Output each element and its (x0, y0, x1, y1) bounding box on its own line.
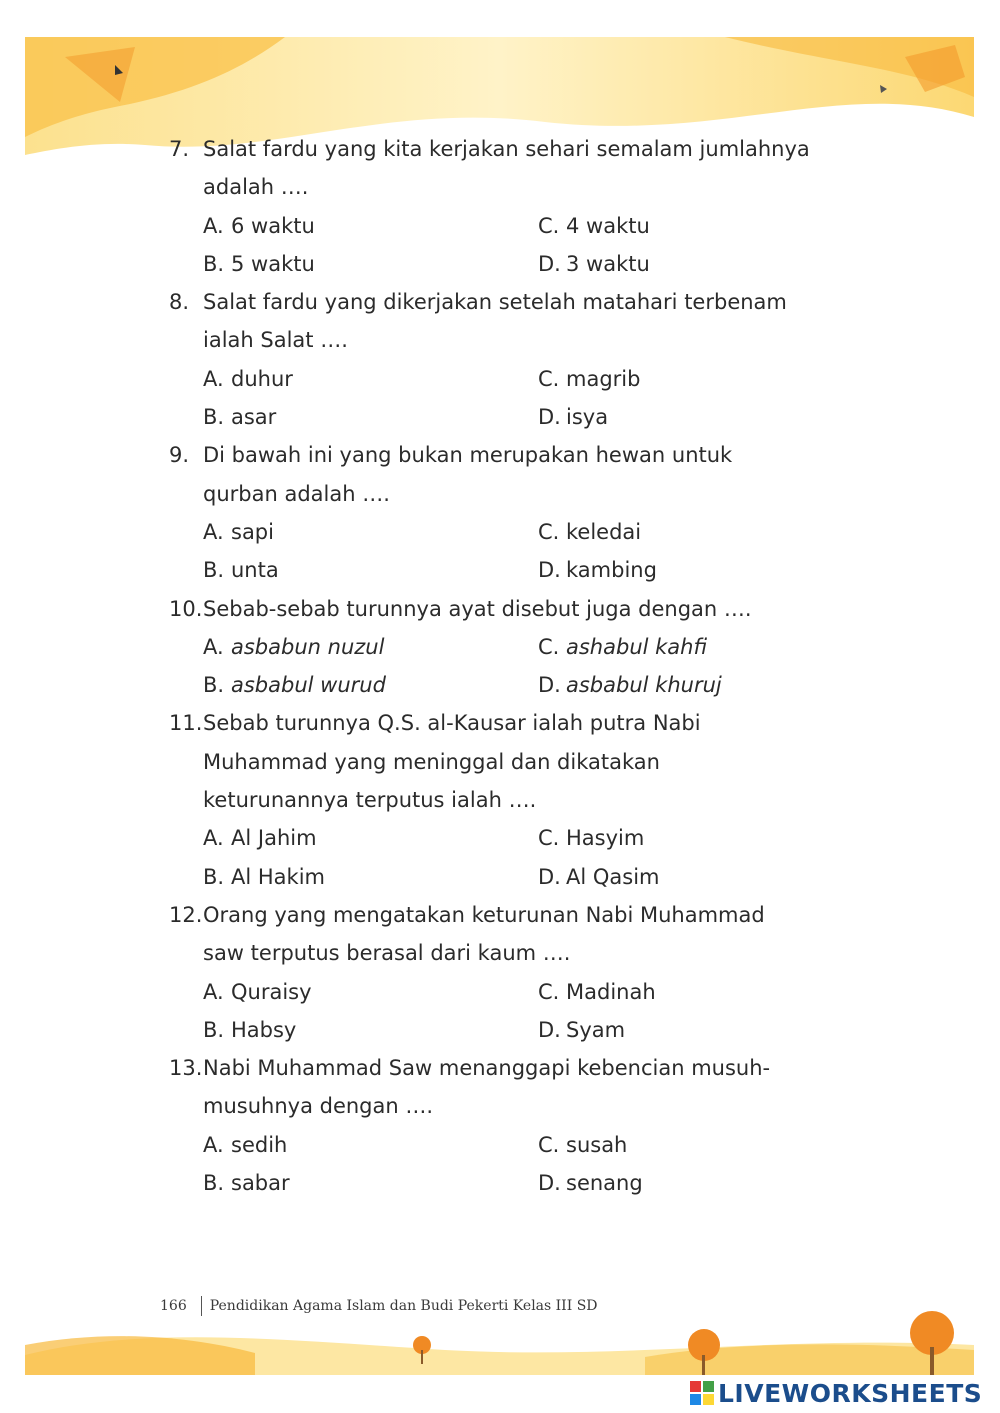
option-c[interactable]: C. susah (538, 1132, 628, 1157)
option-b[interactable]: B. Al Hakim (203, 864, 325, 889)
option-d[interactable]: D. kambing (538, 558, 657, 583)
option-c[interactable]: C. Madinah (538, 979, 656, 1004)
question-number: 12. (169, 902, 203, 927)
question-text-line: keturunannya terputus ialah …. (203, 788, 537, 813)
option-b[interactable]: B. 5 waktu (203, 251, 315, 276)
question-text-line: ialah Salat …. (203, 328, 348, 353)
question-12 (169, 896, 829, 1049)
option-a[interactable]: A. sedih (203, 1132, 288, 1157)
option-c[interactable]: C. keledai (538, 519, 642, 544)
question-text-line: musuhnya dengan …. (203, 1094, 434, 1119)
question-text-line: Sebab turunnya Q.S. al-Kausar ialah putra Nabi (203, 711, 701, 736)
question-10 (169, 590, 829, 705)
question-text-line: qurban adalah …. (203, 481, 390, 506)
question-11 (169, 704, 829, 895)
option-a[interactable]: A. asbabun nuzul (203, 634, 385, 659)
brand-name: LIVEWORKSHEETS (718, 1379, 983, 1408)
option-b[interactable]: B. asar (203, 405, 277, 430)
question-number: 8. (169, 290, 190, 315)
question-text-line: Sebab-sebab turunnya ayat disebut juga dengan …. (203, 596, 752, 621)
question-list (169, 130, 829, 1202)
option-a[interactable]: A. sapi (203, 519, 274, 544)
option-a[interactable]: A. 6 waktu (203, 213, 315, 238)
question-number: 7. (169, 137, 190, 161)
option-b[interactable]: B. Habsy (203, 1017, 297, 1042)
option-c[interactable]: C. ashabul kahfi (538, 634, 708, 659)
question-number: 11. (169, 711, 203, 736)
option-d[interactable]: D. isya (538, 405, 609, 430)
option-b[interactable]: B. sabar (203, 1171, 290, 1196)
question-7 (169, 130, 829, 283)
option-d[interactable]: D. Syam (538, 1017, 626, 1042)
question-text-line: Salat fardu yang kita kerjakan sehari semalam jumlahnya (203, 137, 810, 161)
page-number: 166 (160, 1298, 187, 1314)
option-d[interactable]: D. senang (538, 1171, 643, 1196)
question-9 (169, 436, 829, 589)
question-number: 13. (169, 1056, 203, 1081)
option-c[interactable]: C. magrib (538, 366, 641, 391)
question-text-line: adalah …. (203, 175, 309, 200)
option-a[interactable]: A. Al Jahim (203, 826, 317, 851)
book-title: Pendidikan Agama Islam dan Budi Pekerti Kelas III SD (209, 1298, 598, 1314)
option-c[interactable]: C. Hasyim (538, 826, 645, 851)
question-text-line: Muhammad yang meninggal dan dikatakan (203, 749, 660, 774)
option-d[interactable]: D. 3 waktu (538, 251, 650, 276)
option-a[interactable]: A. Quraisy (203, 979, 312, 1004)
option-c[interactable]: C. 4 waktu (538, 213, 650, 238)
option-b[interactable]: B. asbabul wurud (203, 673, 386, 698)
question-13 (169, 1049, 829, 1202)
option-d[interactable]: D. asbabul khuruj (538, 673, 722, 698)
question-text-line: Nabi Muhammad Saw menanggapi kebencian musuh- (203, 1056, 771, 1081)
option-a[interactable]: A. duhur (203, 366, 293, 391)
liveworksheets-brand (690, 1378, 982, 1410)
question-8 (169, 283, 829, 436)
page-footer (160, 1296, 598, 1316)
question-text-line: Salat fardu yang dikerjakan setelah matahari terbenam (203, 290, 787, 315)
question-number: 9. (169, 443, 190, 468)
footer-divider (201, 1296, 202, 1316)
liveworksheets-logo-icon (690, 1381, 714, 1405)
question-number: 10. (169, 596, 203, 621)
option-d[interactable]: D. Al Qasim (538, 864, 660, 889)
question-text-line: Orang yang mengatakan keturunan Nabi Muhammad (203, 902, 765, 927)
question-text-line: saw terputus berasal dari kaum …. (203, 941, 571, 966)
question-text-line: Di bawah ini yang bukan merupakan hewan untuk (203, 443, 733, 468)
option-b[interactable]: B. unta (203, 558, 279, 583)
